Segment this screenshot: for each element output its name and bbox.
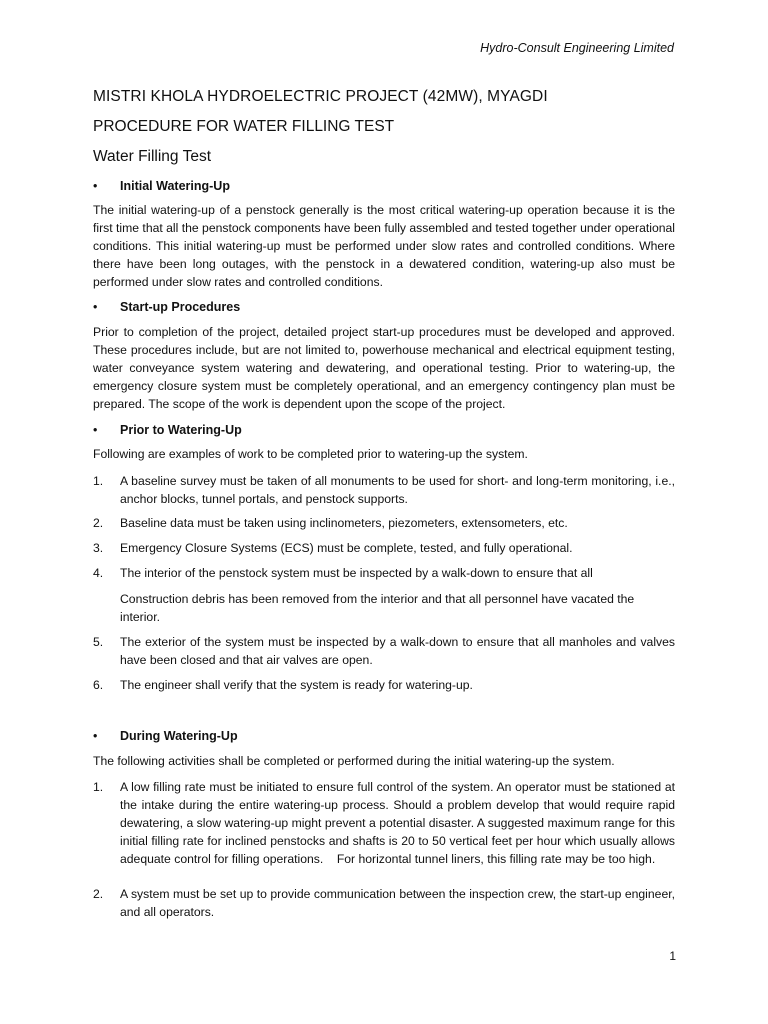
heading-during-watering-up: [93, 727, 238, 745]
heading-initial-watering-up: [93, 177, 230, 195]
paragraph-start-up-procedures: Prior to completion of the project, detailed project start-up procedures must be developed and approved. These procedures include, but are not limited to, powerhouse mechanical and electrical equipment testing, water conveyance system watering and dewatering, and operational testing. Prior to watering-up, the emergency closure system must be completely operational, and an emergency contingency plan must be prepared. The scope of the work is dependent upon the scope of the project.: [93, 325, 675, 411]
paragraph-initial-watering-up: The initial watering-up of a penstock generally is the most critical watering-up operation because it is the first time that all the penstock components have been fully assembled and tested together under operational conditions. This initial watering-up must be performed under slow rates and controlled conditions. Where there have been long outages, with the penstock in a dewatered condition, watering-up also must be performed under slow rates and controlled conditions.: [93, 203, 675, 289]
list-item: [93, 514, 675, 532]
document-title: MISTRI KHOLA HYDROELECTRIC PROJECT (42MW), MYAGDI: [93, 88, 548, 105]
list-item: [93, 539, 675, 557]
heading-start-up-procedures: [93, 298, 240, 316]
heading-text: During Watering-Up: [120, 729, 238, 743]
heading-text: Start-up Procedures: [120, 300, 241, 314]
intro-prior-to-watering-up: Following are examples of work to be completed prior to watering-up the system.: [93, 447, 528, 461]
list-number: 5.: [93, 635, 104, 649]
list-number: 3.: [93, 541, 104, 555]
list-item: [93, 676, 675, 694]
bullet: •: [93, 423, 98, 437]
document-subtitle: PROCEDURE FOR WATER FILLING TEST: [93, 118, 395, 135]
list-text-main: A low filling rate must be initiated to ensure full control of the system. An operator must be stationed at the intake during the entire watering-up process. Should a problem develop that would require rapid dewatering, a slow watering-up might prevent a potential disaster. A suggested maximum range for this initial filling rate for inclined penstocks and shafts is 20 to 50 vertical feet per hour which usually allows adequate control for filling operations.: [120, 780, 675, 866]
list-text: Baseline data must be taken using inclinometers, piezometers, extensometers, etc.: [120, 516, 568, 530]
list-number: 4.: [93, 566, 104, 580]
list-text: A system must be set up to provide communication between the inspection crew, the start-up engineer, and all operators.: [120, 887, 675, 919]
list-number: 2.: [93, 516, 104, 530]
list-item: [93, 472, 675, 508]
list-item: [93, 778, 675, 868]
list-text: [120, 778, 675, 868]
list-text: The engineer shall verify that the system is ready for watering-up.: [120, 678, 473, 692]
list-number: 1.: [93, 780, 104, 794]
intro-during-watering-up: The following activities shall be completed or performed during the initial watering-up the system.: [93, 754, 615, 768]
page-header: Hydro-Consult Engineering Limited: [480, 41, 674, 55]
list-text-tail: For horizontal tunnel liners, this filling rate may be too high.: [336, 852, 656, 866]
page-number: 1: [669, 949, 676, 963]
list-item: [93, 564, 675, 582]
list-text: The interior of the penstock system must be inspected by a walk-down to ensure that all: [120, 566, 593, 580]
bullet: •: [93, 179, 98, 193]
list-text: The exterior of the system must be inspected by a walk-down to ensure that all manholes and valves have been closed and that air valves are open.: [120, 635, 675, 667]
list-text: A baseline survey must be taken of all monuments to be used for short- and long-term monitoring, i.e., anchor blocks, tunnel portals, and penstock supports.: [120, 474, 675, 506]
heading-prior-to-watering-up: [93, 421, 242, 439]
list-item: [93, 885, 675, 921]
list-number: 2.: [93, 887, 104, 901]
bullet: •: [93, 729, 98, 743]
bullet: •: [93, 300, 98, 314]
list-number: 6.: [93, 678, 104, 692]
heading-text: Initial Watering-Up: [120, 179, 230, 193]
list-text: Emergency Closure Systems (ECS) must be complete, tested, and fully operational.: [120, 541, 573, 555]
list-item: [93, 633, 675, 669]
list-item-continuation: Construction debris has been removed from the interior and that all personnel have vacated the interior.: [120, 592, 635, 624]
heading-text: Prior to Watering-Up: [120, 423, 242, 437]
list-number: 1.: [93, 474, 104, 488]
section-title: Water Filling Test: [93, 148, 212, 165]
